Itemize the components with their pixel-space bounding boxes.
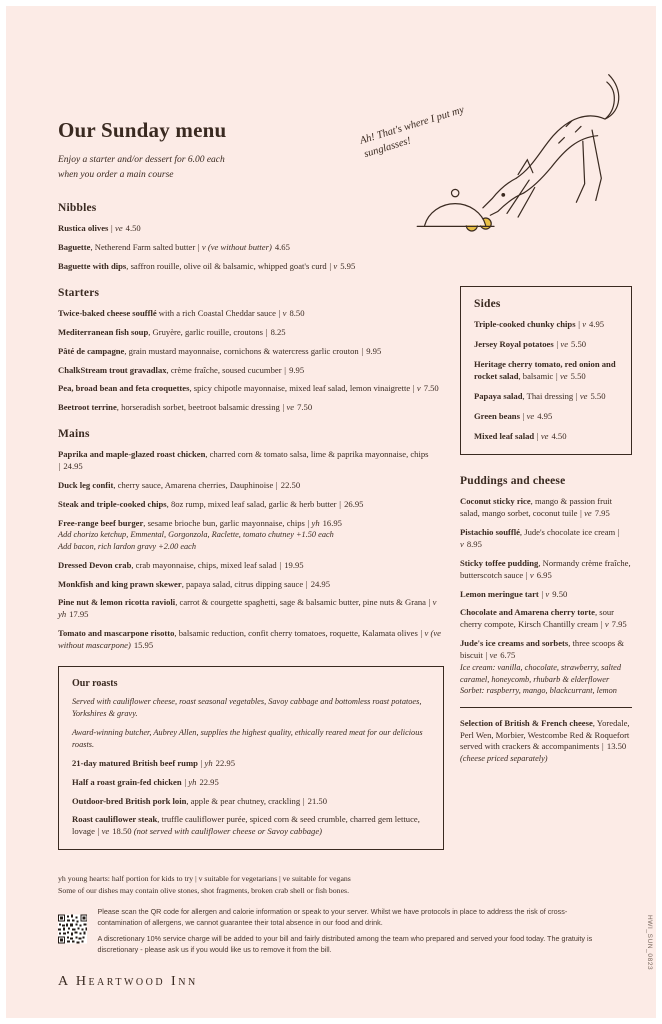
cloche-dome [425,204,486,226]
dish-description: , Netherend Farm salted butter [90,242,196,253]
dish-name: Green beans [474,410,520,421]
menu-item [58,518,444,553]
diet-tag: | ve [281,402,295,413]
starters-heading: Starters [58,287,100,300]
sides-heading: Sides [474,298,501,311]
dish-description: , horseradish sorbet, beetroot balsamic dressing [116,402,280,413]
diet-tag: | v [577,319,587,330]
diet-tag: | ve [522,410,535,421]
page-title: Our Sunday menu [58,118,227,142]
dish-description: , grain mustard mayonnaise, cornichons & watercress garlic crouton [124,345,359,356]
subtitle-line-1: Enjoy a starter and/or dessert for 6.00 each [58,155,225,165]
menu-item [58,628,444,652]
menu-item [58,579,444,591]
diet-tag: | v [412,383,421,394]
dish-name: Mixed leaf salad [474,430,535,441]
dish-name: Selection of British & French cheese [460,717,593,728]
document-code: HWI_SUN_0823 [646,914,653,970]
section-sides [460,286,632,455]
dish-price: 22.50 [280,479,301,490]
dish-name: Beetroot terrine [58,402,117,413]
dish-name: Jersey Royal potatoes [474,339,554,350]
dish-price: 19.95 [284,559,304,570]
diet-tag: | [305,578,308,589]
dish-description: , sesame brioche bun, garlic mayonnaise, chips [143,517,305,528]
dish-description: , carrot & courgette spaghetti, sage & balsamic butter, pine nuts & Grana [175,597,426,608]
fox-eye [502,194,505,197]
dish-name: Mediterranean fish soup [58,326,149,337]
dish-name: Monkfish and king prawn skewer [58,578,182,589]
diet-tag: | yh [183,776,197,787]
menu-item [58,365,444,377]
dish-description: , Gruyère, garlic rouille, croutons [148,326,264,337]
starters-list [58,308,444,414]
dish-name: Pea, broad bean and feta croquettes [58,383,190,394]
dish-name: Baguette [58,242,91,253]
allergen-warning: Some of our dishes may contain olive stones, shot fragments, broken crab shell or fish bones. [58,886,350,896]
diet-tag: | [58,461,61,472]
diet-tag: | ve [536,430,549,441]
dish-price: 5.50 [571,339,587,350]
diet-tag: | v yh [58,597,437,620]
menu-item [72,814,430,838]
footer [58,874,632,1000]
fox-ear [518,160,533,175]
fox-back [516,116,605,178]
diet-tag: | [275,479,278,490]
diet-tag: | [302,795,305,806]
dish-price: 24.95 [63,461,83,472]
puddings-heading: Puddings and cheese [460,475,566,488]
dish-name: Free-range beef burger [58,517,144,528]
menu-item [58,560,444,572]
dish-name: Rustica olives [58,223,109,234]
dish-note: (cheese priced separately) [460,754,548,764]
dish-price: 7.50 [423,383,439,394]
fox-belly [524,136,598,193]
menu-item [474,391,618,403]
menu-item [460,638,632,697]
dish-description: , charred corn & tomato salsa, lime & paprika mayonnaise, chips [205,449,429,460]
dish-price: 7.95 [611,619,627,630]
dish-price: 6.75 [500,650,516,661]
diet-tag: | v [328,261,338,272]
dish-name: Chocolate and Amarena cherry torte [460,607,595,618]
dish-description: , apple & pear chutney, crackling [186,795,301,806]
dish-name: Roast cauliflower steak [72,814,158,825]
roasts-heading: Our roasts [72,677,118,689]
allergen-info: Please scan the QR code for allergen and calorie information or speak to your server. Whilst we have protocols in place to address the risk of cross-contamination of allergens, we cannot guarantee their total absence in our food and drink. [97,907,568,927]
menu-item [58,480,444,492]
qr-code [58,907,87,951]
dish-description: , sour cherry compote, Kirsch Chantilly cream [460,607,615,630]
diet-tag: | [601,741,604,752]
dish-price: 5.95 [340,261,356,272]
menu-item [460,589,632,601]
dish-price: 26.95 [344,498,364,509]
dish-description: , cherry sauce, Amarena cherries, Dauphinoise [113,479,274,490]
dish-description: , truffle cauliflower purée, spiced corn & seed crumble, charred gem lettuce, lovage [72,814,420,837]
menu-page [6,6,656,1018]
sides-list [474,319,618,442]
menu-item [474,431,618,443]
menu-item [474,319,618,331]
menu-item [58,499,444,511]
dish-description: , mango & passion fruit salad, mango sorbet, coconut tuile [460,496,613,519]
dish-price: 6.95 [536,569,552,580]
diet-tag: | [278,559,282,570]
diet-tag: | v [525,569,534,580]
menu-item [72,796,430,808]
section-puddings [460,475,632,764]
roasts-list [72,758,430,838]
dish-price: 24.95 [310,578,331,589]
menu-item [72,777,430,789]
dish-name: Papaya salad [474,390,523,401]
menu-item [58,308,444,320]
menu-item [460,718,632,765]
menu-item [58,327,444,339]
menu-item [58,383,444,395]
dish-name: 21-day matured British beef rump [72,757,198,768]
dish-name: Dressed Devon crab [58,559,132,570]
dish-price: 18.50 [112,826,132,837]
dish-name: Pistachio soufflé [460,527,520,538]
dish-price: 21.50 [307,795,327,806]
dish-description: , 8oz rump, mixed leaf salad, garlic & herb butter [166,498,337,509]
fox-head-top [483,178,516,208]
fox-front-leg [507,180,529,213]
dish-description: , balsamic [518,371,554,382]
diet-tag: | [265,326,268,337]
diet-tag: | v (ve without butter) [197,242,272,253]
diet-legend: yh young hearts: half portion for kids to try | v suitable for vegetarians | ve suitable for vegans [58,874,351,884]
dish-description: , Normandy crème fraîche, butterscotch sauce [460,557,631,580]
dish-name: Twice-baked cheese soufflé [58,308,157,319]
dish-name: ChalkStream trout gravadlax [58,364,167,375]
cheese-divider [460,707,632,708]
dish-name: Duck leg confit [58,479,114,490]
subtitle-line-2: when you order a main course [58,169,174,180]
mains-heading: Mains [58,428,90,441]
diet-tag: | ve [555,339,569,350]
menu-item [72,758,430,770]
menu-item [460,496,632,520]
dish-description: , saffron rouille, olive oil & balsamic, whipped goat's curd [126,261,327,272]
dish-name: Outdoor-bred British pork loin [72,795,187,806]
dish-name: Triple-cooked chunky chips [474,319,576,330]
dish-price: 4.50 [551,430,567,441]
dish-price: 8.95 [466,539,482,550]
menu-item [460,558,632,582]
dish-name: Paprika and maple-glazed roast chicken [58,449,206,460]
mains-list [58,449,444,652]
dish-price: 7.50 [297,402,313,413]
dish-price: 8.25 [270,326,286,337]
menu-item [460,607,632,631]
fox-fur-hatching [559,121,581,143]
dish-price: 4.95 [589,319,605,330]
diet-tag: | ve [110,223,123,234]
dish-price: 9.95 [289,364,305,375]
diet-tag: | v [540,588,550,599]
menu-item [474,339,618,351]
dish-note: Add chorizo ketchup, Emmental, Gorgonzola, Raclette, tomato chutney +1.50 each [58,530,334,540]
diet-tag: | [360,345,364,356]
dish-price: 17.95 [69,609,89,620]
dish-price: 9.95 [366,345,382,356]
dish-name: Pine nut & lemon ricotta ravioli [58,597,176,608]
nibbles-heading: Nibbles [58,202,97,215]
dish-description: , balsamic reduction, confit cherry tomatoes, roquette, Kalamata olives [174,628,418,639]
diet-tag: | v [460,527,620,550]
dish-name: Half a roast grain-fed chicken [72,776,182,787]
menu-item [460,527,632,551]
puddings-list [460,496,632,696]
dish-description: , crème fraîche, soused cucumber [166,364,282,375]
fox-hind-leg [592,130,601,200]
dish-description: , papaya salad, citrus dipping sauce [181,578,304,589]
dish-price: 16.95 [322,517,342,528]
illustration-caption: Ah! That's where I put my sunglasses! [358,104,466,160]
dish-price: 5.50 [570,371,586,382]
dish-name: Jude's ice creams and sorbets [460,638,569,649]
section-mains [58,428,444,652]
menu-item [58,597,444,621]
dish-price: 7.95 [594,508,610,519]
menu-item [58,402,444,414]
dish-description: , crab mayonnaise, chips, mixed leaf salad [131,559,277,570]
dish-description: , Thai dressing [522,390,574,401]
dish-description: , Yoredale, Perl Wen, Morbier, Westcombe Red & Roquefort served with crackers & accompaniments [460,717,630,752]
diet-tag: | v (ve without mascarpone) [58,628,441,650]
fox-illustration [359,58,644,273]
menu-item [58,449,444,473]
dish-price: 5.50 [590,390,606,401]
diet-tag: | ve [579,508,592,519]
dish-note: Sorbet: raspberry, mango, blackcurrant, lemon [460,686,617,696]
dish-name: Tomato and mascarpone risotto [58,628,175,639]
dish-price: 4.50 [125,223,141,234]
diet-tag: | [283,364,287,375]
diet-tag: | yh [307,517,320,528]
dish-price: 8.50 [289,308,305,319]
dish-name: Coconut sticky rice [460,496,531,507]
diet-tag: | v [278,308,287,319]
dish-price: 22.95 [215,757,236,768]
roasts-intro-1: Served with cauliflower cheese, roast seasonal vegetables, Savoy cabbage and bottomless roast potatoes, Yorkshires & gravy. [72,696,422,718]
dish-description: , spicy chipotle mayonnaise, mixed leaf salad, lemon vinaigrette [189,383,411,394]
menu-item [474,359,618,383]
section-roasts [58,666,444,850]
dish-name: Heritage cherry tomato, red onion and rocket salad [474,359,616,382]
diet-tag: | ve [97,826,110,837]
diet-tag: | v [600,619,609,630]
section-starters [58,287,444,414]
cheese-list [460,718,632,765]
qr-row [58,907,603,960]
fox-drawing-icon [394,58,644,243]
dish-inline-note: (not served with cauliflower cheese or Savoy cabbage) [133,826,323,837]
dish-description: , Jude's chocolate ice cream [519,527,616,538]
dish-price: 4.65 [274,242,290,253]
dish-name: Baguette with dips [58,261,127,272]
diet-tag: | [338,498,342,509]
menu-item [58,346,444,358]
fine-print [97,907,603,960]
diet-tag: | yh [200,757,213,768]
dish-name: Pâté de campagne [58,345,125,356]
diet-tag: | ve [555,371,568,382]
dish-name: Sticky toffee pudding [460,557,539,568]
dish-name: Steak and triple-cooked chips [58,498,167,509]
dish-price: 15.95 [133,639,154,650]
service-charge-info: A discretionary 10% service charge will be added to your bill and fairly distributed among the team who prepared and served your food today. The gratuity is discretionary - please ask us if you would like us to remove it from the bill. [97,933,593,954]
dish-description: with a rich Coastal Cheddar sauce [156,308,276,319]
dish-price: 13.50 [606,741,627,752]
dish-note: Ice cream: vanilla, chocolate, strawberry, salted caramel, honeycomb, rhubarb & elderflower [460,662,621,684]
dish-price: 4.95 [537,410,553,421]
brand-logo: A Heartwood Inn [58,974,198,990]
diet-tag: | ve [575,390,588,401]
menu-item [474,411,618,423]
diet-tag: | ve [485,650,498,661]
dish-price: 22.95 [199,776,219,787]
cloche-icon [417,189,494,231]
dish-name: Lemon meringue tart [460,588,539,599]
roasts-intro-2: Award-winning butcher, Aubrey Allen, supplies the highest quality, ethically reared meat for our delicious roasts. [72,727,423,749]
fox-hind-leg-2 [576,141,584,202]
dish-price: 9.50 [552,588,568,599]
cloche-knob [451,189,458,196]
dish-note: Add bacon, rich lardon gravy +2.00 each [58,542,197,552]
dish-description: , three scoops & biscuit [460,638,625,661]
fox-tail [605,75,619,119]
